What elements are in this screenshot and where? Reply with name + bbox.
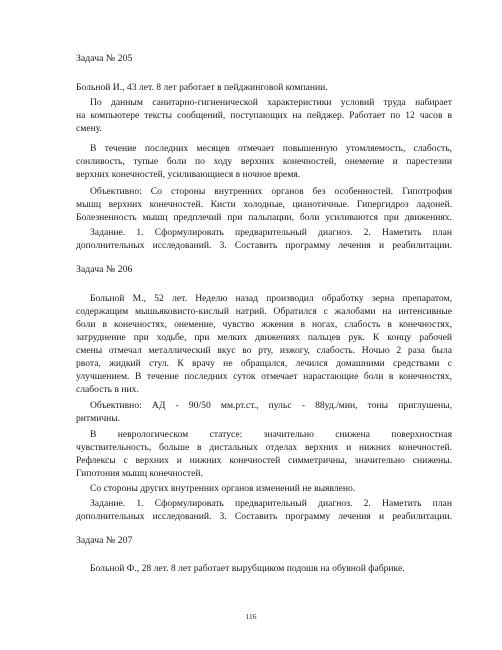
paragraph-line: слабость в них. (76, 384, 139, 395)
paragraph-line: рвота, жидкий стул. К врачу не обращался, лечился домашними средствами с (76, 358, 452, 369)
paragraph-line: Больной Ф., 28 лет. 8 лет работает вырубщиком подошв на обувной фабрике. (90, 563, 405, 574)
paragraph-line: на компьютере тексты сообщений, поступающих на пейджер. Работает по 12 часов в (76, 110, 452, 121)
paragraph-line: По данным санитарно-гигиенической характеристики условий труда набирает (90, 97, 452, 108)
paragraph-line: боли в конечностях, онемение, чувство жжения в ногах, слабость в конечностях, (76, 319, 452, 330)
paragraph-line: дополнительных исследований. 3. Составить программу лечения и реабилитации. (76, 511, 452, 522)
paragraph-line: В течение последних месяцев отмечает повышенную утомляемость, слабость, (90, 143, 452, 154)
paragraph-line: мышц верхних конечностей. Кисти холодные, цианотичные. Гипергидроз ладоней. (76, 199, 452, 210)
task-title: Задача № 205 (76, 53, 133, 64)
paragraph-line: содержащим мышьяковисто-кислый натрий. Обратился с жалобами на интенсивные (76, 306, 452, 317)
paragraph-line: Рефлексы с верхних и нижних конечностей симметричны, значительно снижены. (76, 455, 452, 466)
paragraph-line: Объективно: АД - 90/50 мм.рт.ст., пульс - 88уд./мин, тоны приглушены, (90, 400, 452, 411)
task-title: Задача № 206 (76, 264, 133, 275)
paragraph-line: ритмичны. (76, 413, 121, 424)
paragraph-line: Задание. 1. Сформулировать предварительный диагноз. 2. Наметить план (90, 227, 452, 238)
paragraph-line: Объективно: Со стороны внутренних органов без особенностей. Гипотрофия (90, 186, 452, 197)
paragraph-line: Больной М., 52 лет. Неделю назад производил обработку зерна препаратом, (90, 293, 452, 304)
paragraph-line: Болезненность мышц предплечий при пальпации, боли усиливаются при движениях. (76, 212, 452, 223)
paragraph-line: смену. (76, 123, 102, 134)
paragraph-line: дополнительных исследований. 3. Составить программу лечения и реабилитации. (76, 240, 452, 251)
paragraph-line: улучшением. В течение последних суток отмечает нарастающие боли в конечностях, (76, 371, 452, 382)
paragraph-line: верхних конечностей, усиливающиеся в ночное время. (76, 169, 301, 180)
paragraph-line: сонливость, тупые боли по ходу верхних конечностей, онемение и парестезии (76, 156, 452, 167)
paragraph-line: Больной И., 43 лет. 8 лет работает в пейджинговой компании. (76, 82, 328, 93)
paragraph-line: чувствительность, больше в дистальных отделах верхних и нижних конечностей. (76, 442, 452, 453)
paragraph-line: Задание. 1. Сформулировать предварительный диагноз. 2. Наметить план (90, 498, 452, 509)
paragraph-line: В неврологическом статусе: значительно снижена поверхностная (90, 429, 452, 440)
paragraph-line: смены отмечал металлический вкус во рту, изжогу, слабость. Ночью 2 раза была (76, 345, 452, 356)
paragraph-line: затруднение при ходьбе, при мелких движениях пальцев рук. К концу рабочей (76, 332, 452, 343)
paragraph-line: Гипотония мышц конечностей. (76, 468, 203, 479)
task-title: Задача № 207 (76, 535, 133, 546)
page-number: 116 (245, 612, 257, 621)
paragraph-line: Со стороны других внутренних органов изменений не выявлено. (90, 483, 356, 494)
